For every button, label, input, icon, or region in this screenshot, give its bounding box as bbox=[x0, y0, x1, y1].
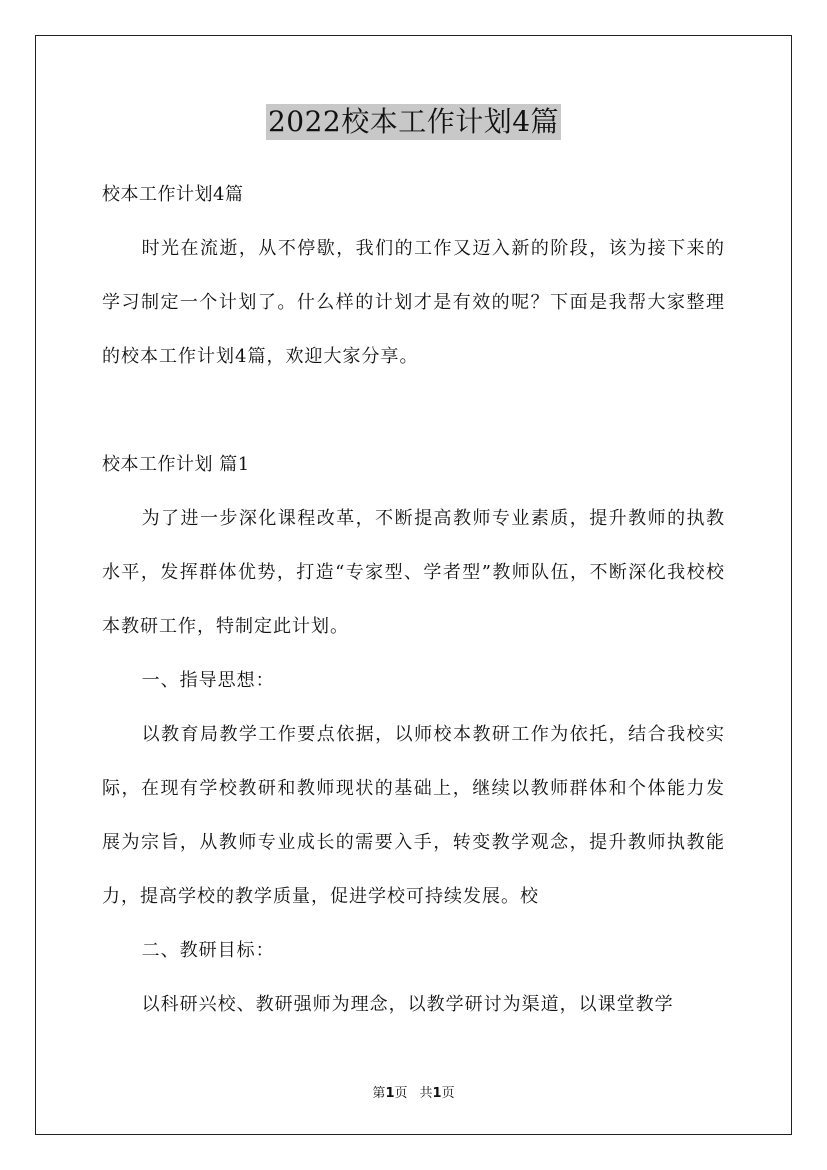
body-paragraph: 以科研兴校、教研强师为理念，以教学研讨为渠道，以课堂教学 bbox=[141, 994, 674, 1015]
page-number-suffix: 页 bbox=[394, 1086, 408, 1101]
paragraph-spacer bbox=[102, 384, 725, 438]
total-pages-suffix: 页 bbox=[441, 1086, 455, 1101]
total-page-count: 1 bbox=[432, 1086, 442, 1101]
body-paragraph: 二、教研目标： bbox=[141, 940, 275, 961]
page-number-prefix: 第 bbox=[372, 1086, 386, 1101]
document-body bbox=[102, 168, 725, 1032]
current-page-number: 1 bbox=[385, 1086, 395, 1101]
document-title-wrapper bbox=[0, 104, 827, 144]
section-heading: 校本工作计划 篇1 bbox=[102, 454, 250, 475]
body-paragraph: 一、指导思想： bbox=[141, 670, 275, 691]
body-paragraph: 时光在流逝，从不停歇，我们的工作又迈入新的阶段，该为接下来的学习制定一个计划了。什么样的计划才是有效的呢？下面是我帮大家整理的校本工作计划4篇，欢迎大家分享。 bbox=[102, 238, 725, 367]
document-title: 2022校本工作计划4篇 bbox=[267, 105, 560, 138]
page-footer bbox=[0, 1082, 827, 1101]
body-paragraph: 为了进一步深化课程改革，不断提高教师专业素质，提升教师的执教水平，发挥群体优势，打造“专家型、学者型”教师队伍，不断深化我校校本教研工作，特制定此计划。 bbox=[102, 508, 725, 637]
body-paragraph: 以教育局教学工作要点依据，以师校本教研工作为依托，结合我校实际，在现有学校教研和教师现状的基础上，继续以教师群体和个体能力发展为宗旨，从教师专业成长的需要入手，转变教学观念，提升教师执教能力，提高学校的教学质量，促进学校可持续发展。校 bbox=[102, 724, 725, 907]
total-pages-prefix: 共 bbox=[419, 1086, 433, 1101]
section-heading: 校本工作计划4篇 bbox=[102, 184, 244, 205]
